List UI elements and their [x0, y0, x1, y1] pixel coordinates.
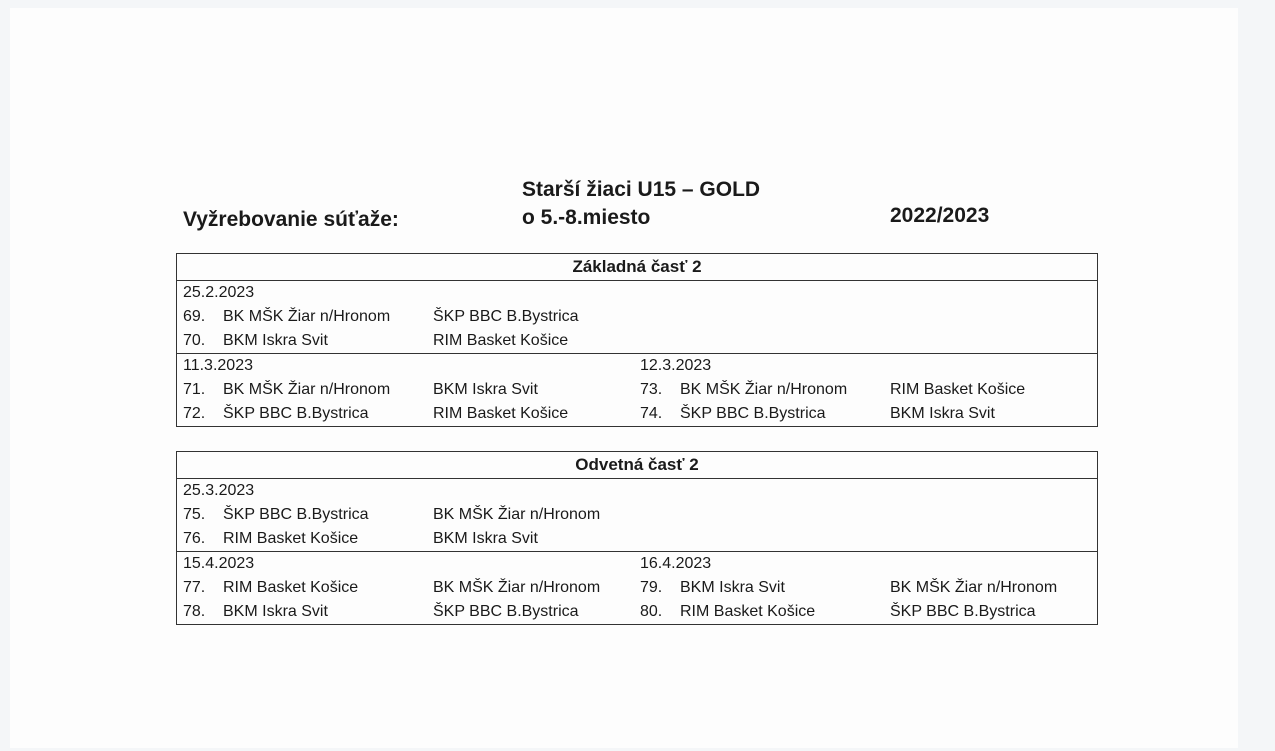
home-team: ŠKP BBC B.Bystrica: [223, 405, 369, 422]
away-team: BKM Iskra Svit: [433, 530, 538, 547]
competition-label: Vyžrebovanie súťaže:: [183, 208, 399, 231]
away-team: RIM Basket Košice: [890, 381, 1026, 398]
round-date: 11.3.2023: [183, 357, 253, 374]
round-column: [183, 552, 600, 624]
away-team: BK MŠK Žiar n/Hronom: [433, 506, 601, 523]
round-date: 25.3.2023: [183, 482, 255, 499]
round-column: [640, 552, 1057, 624]
away-team: BKM Iskra Svit: [890, 405, 995, 422]
away-team: BK MŠK Žiar n/Hronom: [433, 579, 601, 596]
round-date: 15.4.2023: [183, 555, 255, 572]
home-team: BK MŠK Žiar n/Hronom: [223, 308, 391, 325]
match-row: [640, 378, 1025, 402]
round-row: [177, 479, 1097, 551]
home-team: RIM Basket Košice: [680, 603, 816, 620]
round-date: 25.2.2023: [183, 284, 255, 301]
home-team: ŠKP BBC B.Bystrica: [680, 405, 826, 422]
round-column: [640, 354, 1025, 426]
section-title: Odvetná časť 2: [177, 452, 1097, 479]
match-number: 69.: [183, 308, 206, 325]
match-row: [640, 402, 1025, 426]
match-row: [183, 527, 600, 551]
match-number: 75.: [183, 506, 206, 523]
match-number: 73.: [640, 381, 663, 398]
round-column: [183, 479, 600, 551]
match-row: [183, 402, 568, 426]
match-number: 72.: [183, 405, 206, 422]
match-row: [183, 305, 579, 329]
home-team: BKM Iskra Svit: [223, 332, 328, 349]
match-number: 71.: [183, 381, 206, 398]
round-date: 12.3.2023: [640, 357, 712, 374]
season-label: 2022/2023: [890, 204, 990, 227]
match-row: [183, 576, 600, 600]
match-number: 76.: [183, 530, 206, 547]
match-row: [183, 503, 600, 527]
schedule-table-regular: [176, 253, 1098, 427]
home-team: BK MŠK Žiar n/Hronom: [223, 381, 391, 398]
away-team: ŠKP BBC B.Bystrica: [433, 308, 579, 325]
match-number: 80.: [640, 603, 663, 620]
match-row: [640, 600, 1057, 624]
home-team: RIM Basket Košice: [223, 530, 359, 547]
home-team: ŠKP BBC B.Bystrica: [223, 506, 369, 523]
competition-title: Starší žiaci U15 – GOLD: [522, 178, 761, 201]
home-team: BK MŠK Žiar n/Hronom: [680, 381, 848, 398]
away-team: ŠKP BBC B.Bystrica: [433, 603, 579, 620]
match-number: 78.: [183, 603, 206, 620]
round-row: [177, 551, 1097, 624]
competition-subtitle: o 5.-8.miesto: [522, 206, 651, 229]
home-team: RIM Basket Košice: [223, 579, 359, 596]
schedule-table-return: [176, 451, 1098, 625]
match-row: [183, 600, 600, 624]
home-team: BKM Iskra Svit: [680, 579, 785, 596]
away-team: ŠKP BBC B.Bystrica: [890, 603, 1036, 620]
match-row: [183, 329, 579, 353]
match-row: [183, 378, 568, 402]
match-number: 70.: [183, 332, 206, 349]
round-column: [183, 281, 579, 353]
match-number: 79.: [640, 579, 663, 596]
home-team: BKM Iskra Svit: [223, 603, 328, 620]
section-title: Základná časť 2: [177, 254, 1097, 281]
round-column: [183, 354, 568, 426]
away-team: BKM Iskra Svit: [433, 381, 538, 398]
away-team: BK MŠK Žiar n/Hronom: [890, 579, 1058, 596]
match-number: 77.: [183, 579, 206, 596]
round-date: 16.4.2023: [640, 555, 712, 572]
away-team: RIM Basket Košice: [433, 405, 569, 422]
match-row: [640, 576, 1057, 600]
round-row: [177, 281, 1097, 353]
away-team: RIM Basket Košice: [433, 332, 569, 349]
match-number: 74.: [640, 405, 663, 422]
round-row: [177, 353, 1097, 426]
